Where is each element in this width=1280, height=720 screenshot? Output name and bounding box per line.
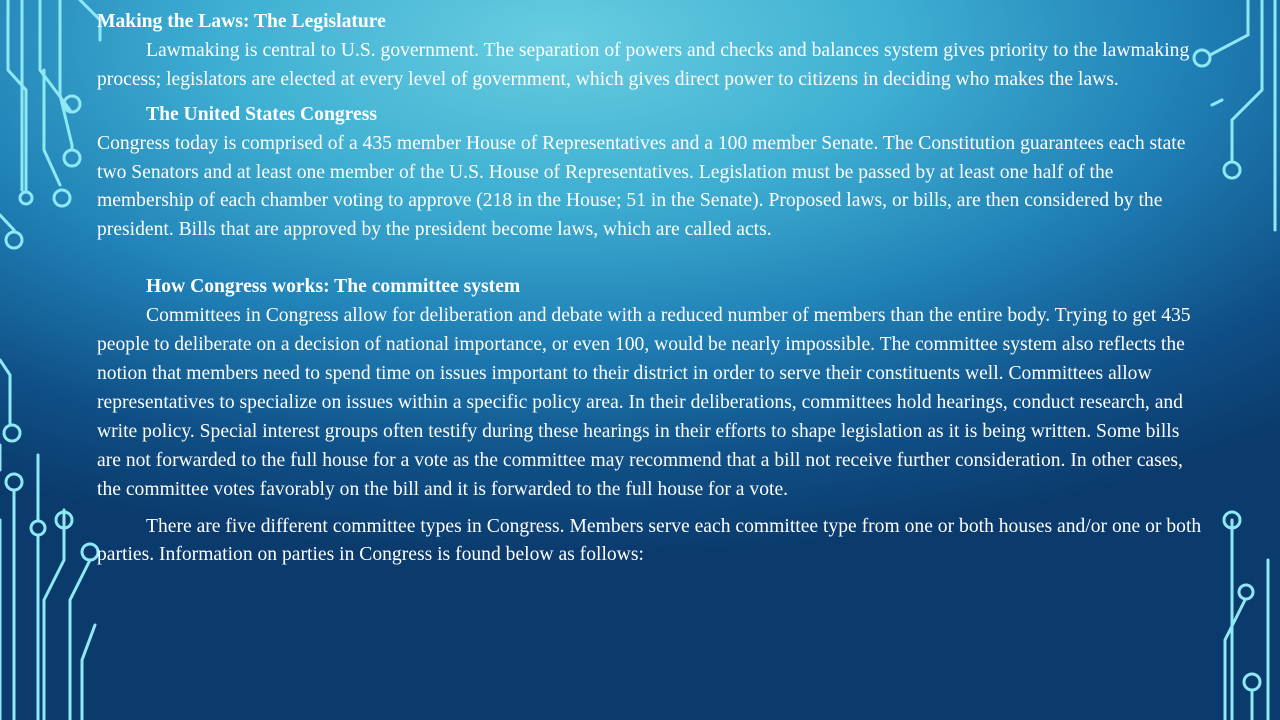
committee-paragraph: Committees in Congress allow for deliberation and debate with a reduced number of members than the entire body. Trying to get 435 people to deliberate on a decision of national importance, or even 100, would be nearly impossible. The committee system also reflects the notion that members need to spend time on issues important to their district in order to serve their constituents well. Committees allow representatives to specialize on issues within a specific policy area. In their deliberations, committees hold hearings, conduct research, and write policy. Special interest groups often testify during these hearings in their efforts to shape legislation as it is being written. Some bills are not forwarded to the full house for a vote as the committee may recommend that a bill not receive further consideration. In other cases, the committee votes favorably on the bill and it is forwarded to the full house for a vote. — [97, 305, 1191, 500]
slide-body — [97, 8, 1207, 570]
committee-types-paragraph: There are five different committee types in Congress. Members serve each committee type from one or both houses and/or one or both parties. Information on parties in Congress is found below as follows: — [97, 515, 1202, 566]
slide-heading: Making the Laws: The Legislature — [97, 11, 386, 32]
left-circuit-traces — [0, 0, 100, 720]
congress-heading: The United States Congress — [146, 103, 377, 125]
congress-paragraph: Congress today is comprised of a 435 member House of Representatives and a 100 member Senate. The Constitution guarantees each state two Senators and at least one member of the U.S. House of Representatives. Legislation must be passed by at least one half of the membership of each chamber voting to approve (218 in the House; 51 in the Senate). Proposed laws, or bills, are then considered by the president. Bills that are approved by the president become laws, which are called acts. — [97, 132, 1186, 241]
intro-paragraph: Lawmaking is central to U.S. government. The separation of powers and checks and balances system gives priority to the lawmaking process; legislators are elected at every level of government, which gives direct power to citizens in deciding who makes the laws. — [97, 39, 1190, 90]
committee-heading: How Congress works: The committee system — [146, 276, 521, 298]
